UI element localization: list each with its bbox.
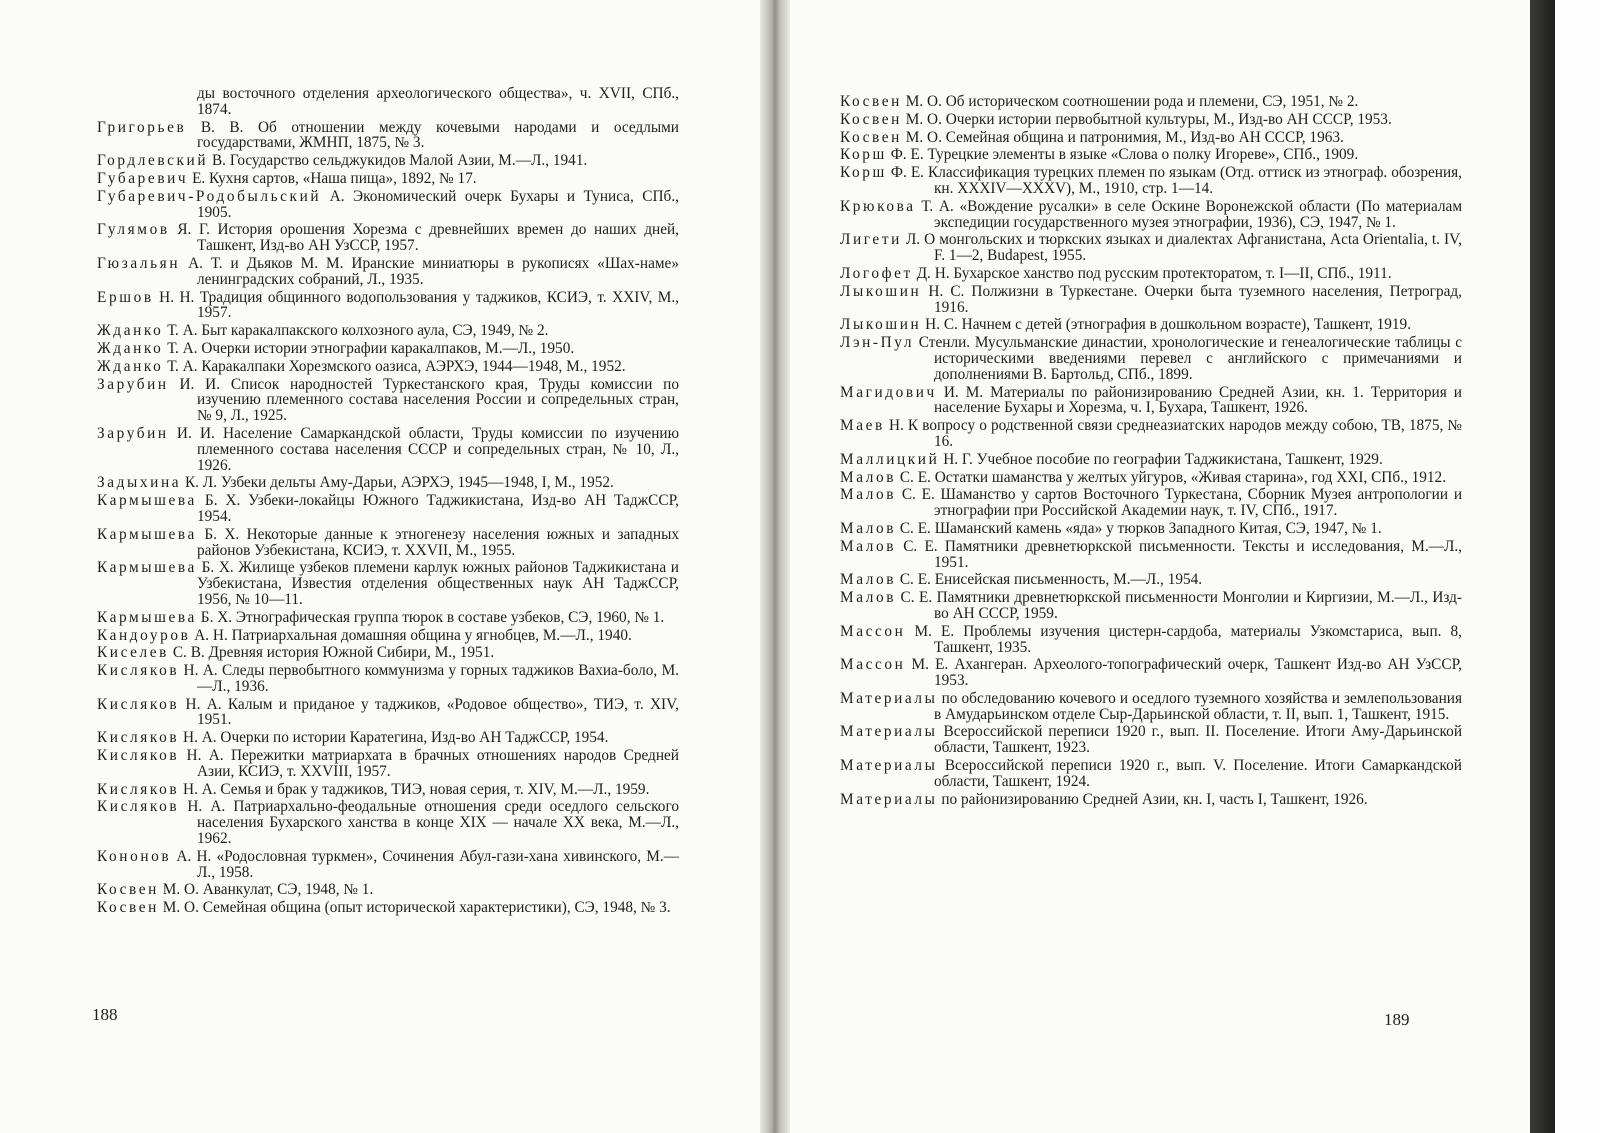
bibliography-entry bbox=[840, 792, 1462, 808]
entry-text: Н. С. Начнем с детей (этнография в дошкольном возрасте), Ташкент, 1919. bbox=[925, 316, 1412, 334]
bibliography-entry bbox=[97, 610, 679, 626]
entry-author: Гулямов bbox=[97, 221, 170, 239]
bibliography-entry bbox=[97, 900, 679, 916]
bibliography-entry bbox=[840, 317, 1462, 333]
entry-author: Лыкошин bbox=[840, 316, 922, 334]
entry-author: Лэн-Пул bbox=[840, 334, 915, 352]
entry-text: Л. О монгольских и тюркских языках и диалектах Афганистана, Acta Orientalia, t. IV, F. 1—2, Budapest, 1955. bbox=[905, 231, 1462, 265]
entry-author: Малов bbox=[840, 537, 897, 555]
entry-text: Н. С. Полжизни в Туркестане. Очерки быта туземного населения, Петроград, 1916. bbox=[928, 282, 1463, 316]
bibliography-entry bbox=[840, 284, 1462, 316]
entry-text: К. Л. Узбеки дельты Аму-Дарьи, АЭРХЭ, 1945—1948, I, М., 1952. bbox=[184, 474, 614, 492]
entry-text: Б. Х. Этнографическая группа тюрок в составе узбеков, СЭ, 1960, № 1. bbox=[200, 608, 665, 626]
entry-author: Жданко bbox=[97, 322, 164, 340]
entry-author: Зарубин bbox=[97, 424, 169, 442]
entry-text: по районизированию Средней Азии, кн. I, часть I, Ташкент, 1926. bbox=[941, 790, 1368, 808]
entry-text: С. Е. Шаманство у сартов Восточного Туркестана, Сборник Музея антропологии и этнографии при Российской Академии наук, т. IV, СПб., 1917. bbox=[901, 486, 1463, 520]
entry-text: Н. А. Следы первобытного коммунизма у горных таджиков Вахиа-боло, М.—Л., 1936. bbox=[183, 662, 680, 695]
entry-text: А. Экономический очерк Бухары и Туниса, СПб., 1905. bbox=[197, 187, 679, 221]
entry-author: Кононов bbox=[97, 847, 172, 865]
entry-author: Косвен bbox=[840, 93, 902, 110]
bibliography-entry bbox=[840, 199, 1462, 231]
entry-author: Кандоуров bbox=[97, 626, 191, 644]
entry-author: Жданко bbox=[97, 339, 164, 357]
entry-author: Массон bbox=[840, 656, 906, 674]
entry-author: Лигети bbox=[840, 231, 902, 249]
entry-text: Н. Н. Традиция общинного водопользования у таджиков, КСИЭ, т. XXIV, М., 1957. bbox=[159, 288, 680, 322]
entry-author: Малов bbox=[840, 571, 897, 589]
bibliography-entry bbox=[840, 130, 1462, 146]
entry-author: Ершов bbox=[97, 288, 154, 306]
bibliography-entry bbox=[97, 663, 679, 695]
entry-text: Всероссийской переписи 1920 г., вып. V. Поселение. Итоги Самаркандской области, Ташкент, 1924. bbox=[934, 757, 1462, 790]
entry-text: С. Е. Енисейская письменность, М.—Л., 1954. bbox=[899, 571, 1203, 589]
entry-text: Н. А. Патриархально-феодальные отношения среди оседлого сельского населения Бухарского ханства в конце XIX — начале XX века, М.—Л., 1962. bbox=[187, 798, 679, 848]
right-page bbox=[790, 0, 1530, 1133]
entry-author: Кармышева bbox=[97, 492, 197, 510]
entry-text: Б. Х. Некоторые данные к этногенезу населения южных и западных районов Узбекистана, КСИЭ, т. XXVII, М., 1955. bbox=[197, 525, 679, 559]
entry-text: С. Е. Памятники древнетюркской письменности. Тексты и исследования, М.—Л., 1951. bbox=[903, 537, 1462, 571]
entry-author: Корш bbox=[840, 146, 887, 164]
entry-author: Малов bbox=[840, 468, 897, 486]
bibliography-entry bbox=[97, 171, 679, 187]
entry-author: Материалы bbox=[840, 723, 938, 741]
bibliography-entry bbox=[97, 290, 679, 322]
entry-author: Кисляков bbox=[97, 729, 180, 747]
bibliography-entry bbox=[840, 452, 1462, 468]
bibliography-entry bbox=[97, 377, 679, 424]
entry-text: Д. Н. Бухарское ханство под русским протекторатом, т. I—II, СПб., 1911. bbox=[916, 264, 1392, 282]
bibliography-entry bbox=[97, 323, 679, 339]
bibliography-entry bbox=[97, 256, 679, 288]
entry-text: В. В. Об отношении между кочевыми народами и оседлыми государствами, ЖМНП, 1875, № 3. bbox=[197, 118, 679, 152]
bibliography-entry bbox=[840, 758, 1462, 790]
entry-text: И. И. Список народностей Туркестанского края, Труды комиссии по изучению племенного состава населения России и сопредельных стран, № 9, Л., 1925. bbox=[179, 375, 680, 425]
bibliography-entry bbox=[97, 426, 679, 473]
bibliography-list bbox=[97, 86, 679, 918]
entry-author: Кисляков bbox=[97, 798, 180, 816]
entry-author: Лыкошин bbox=[840, 282, 922, 300]
bibliography-entry bbox=[97, 86, 679, 118]
bibliography-entry bbox=[840, 94, 1462, 110]
entry-author: Маллицкий bbox=[840, 450, 940, 468]
bibliography-entry bbox=[97, 748, 679, 780]
bibliography-list bbox=[840, 94, 1462, 809]
left-page bbox=[0, 0, 760, 1133]
entry-author: Кармышева bbox=[97, 608, 197, 626]
bibliography-entry bbox=[97, 560, 679, 607]
entry-author: Материалы bbox=[840, 790, 938, 808]
entry-author: Григорьев bbox=[97, 118, 187, 136]
bibliography-entry bbox=[840, 590, 1462, 622]
entry-text: И. М. Материалы по районизированию Средней Азии, кн. 1. Территория и население Бухары и Хорезма, ч. I, Бухара, Ташкент, 1926. bbox=[934, 383, 1462, 417]
entry-author: Кисляков bbox=[97, 662, 180, 680]
entry-author: Кисляков bbox=[97, 780, 180, 798]
bibliography-entry bbox=[840, 521, 1462, 537]
entry-text: Н. А. Пережитки матриархата в брачных отношениях народов Средней Азии, КСИЭ, т. XXVIII, 1957. bbox=[186, 747, 679, 780]
scan-margin bbox=[1555, 0, 1600, 1133]
entry-text: Т. А. Каракалпаки Хорезмского оазиса, АЭРХЭ, 1944—1948, М., 1952. bbox=[167, 357, 626, 375]
bibliography-entry bbox=[97, 730, 679, 746]
entry-author: Гордлевский bbox=[97, 152, 209, 170]
entry-text: Т. А. Очерки истории этнографии каракалпаков, М.—Л., 1950. bbox=[167, 339, 575, 357]
bibliography-entry bbox=[840, 232, 1462, 264]
bibliography-entry bbox=[97, 341, 679, 357]
entry-text: С. Е. Шаманский камень «яда» у тюрков Западного Китая, СЭ, 1947, № 1. bbox=[899, 519, 1382, 537]
bibliography-entry bbox=[840, 147, 1462, 163]
entry-text: А. Н. Патриархальная домашняя община у ягнобцев, М.—Л., 1940. bbox=[194, 626, 632, 644]
page-number: 189 bbox=[1384, 1010, 1410, 1029]
bibliography-entry bbox=[840, 572, 1462, 588]
bibliography-entry bbox=[97, 697, 679, 729]
entry-author: Косвен bbox=[97, 881, 159, 899]
page-number: 188 bbox=[92, 1005, 118, 1024]
entry-text: Стенли. Мусульманские династии, хронологические и генеалогические таблицы с историческими введениями перевел с английского с примечаниями и дополнениями В. Бартольд, СПб., 1899. bbox=[918, 334, 1462, 383]
entry-author: Косвен bbox=[97, 899, 159, 917]
entry-author: Зарубин bbox=[97, 375, 169, 393]
entry-author: Косвен bbox=[840, 110, 902, 128]
bibliography-entry bbox=[97, 153, 679, 169]
bibliography-entry bbox=[840, 657, 1462, 689]
entry-author: Малов bbox=[840, 519, 897, 537]
entry-text: Б. Х. Жилище узбеков племени карлук южных районов Таджикистана и Узбекистана, Известия отделения общественных наук АН ТаджССР, 1956, № 10—11. bbox=[197, 559, 679, 608]
bibliography-entry bbox=[97, 645, 679, 661]
entry-text: И. И. Население Самаркандской области, Труды комиссии по изучению племенного состава населения СССР и сопредельных стран, № 10, Л., 1926. bbox=[176, 424, 680, 474]
bibliography-entry bbox=[840, 470, 1462, 486]
entry-text: М. О. Очерки истории первобытной культуры, М., Изд-во АН СССР, 1953. bbox=[905, 110, 1392, 128]
entry-text: Т. А. Быт каракалпакского колхозного аула, СЭ, 1949, № 2. bbox=[167, 322, 549, 340]
entry-author: Логофет bbox=[840, 264, 913, 282]
entry-author: Гюзальян bbox=[97, 254, 181, 272]
bibliography-entry bbox=[840, 487, 1462, 519]
entry-author: Губаревич bbox=[97, 169, 189, 187]
bibliography-entry bbox=[97, 882, 679, 898]
entry-text: Ф. Е. Турецкие элементы в языке «Слова о полку Игореве», СПб., 1909. bbox=[890, 146, 1359, 164]
entry-text: Н. К вопросу о родственной связи среднеазиатских народов между собою, ТВ, 1875, № 16. bbox=[888, 417, 1462, 450]
entry-author: Задыхина bbox=[97, 474, 182, 492]
bibliography-entry bbox=[840, 165, 1462, 197]
bibliography-entry bbox=[840, 335, 1462, 382]
entry-author: Материалы bbox=[840, 757, 938, 775]
entry-text: М. О. Семейная община и патронимия, М., Изд-во АН СССР, 1963. bbox=[905, 128, 1344, 146]
entry-author: Материалы bbox=[840, 689, 938, 707]
bibliography-entry bbox=[97, 849, 679, 881]
entry-text: М. Е. Ахангеран. Археолого-топографический очерк, Ташкент Изд-во АН УзССР, 1953. bbox=[911, 656, 1462, 690]
entry-text: Всероссийской переписи 1920 г., вып. II. Поселение. Итоги Аму-Дарьинской области, Ташкент, 1923. bbox=[934, 723, 1463, 757]
bibliography-entry bbox=[840, 624, 1462, 656]
entry-text: В. Государство сельджукидов Малой Азии, М.—Л., 1941. bbox=[211, 152, 588, 170]
entry-author: Кисляков bbox=[97, 747, 180, 765]
entry-text: А. Н. «Родословная туркмен», Сочинения Абул-гази-хана хивинского, М.—Л., 1958. bbox=[176, 847, 680, 881]
entry-text: М. О. Аванкулат, СЭ, 1948, № 1. bbox=[162, 881, 374, 899]
entry-author: Киселев bbox=[97, 644, 170, 662]
bibliography-entry bbox=[840, 539, 1462, 571]
entry-text: М. Е. Проблемы изучения цистерн-сардоба, материалы Узкомстариса, вып. 8, Ташкент, 1935. bbox=[914, 622, 1463, 656]
bibliography-entry bbox=[840, 691, 1462, 723]
bibliography-entry bbox=[97, 189, 679, 221]
entry-text: А. Т. и Дьяков М. М. Иранские миниатюры в рукописях «Шах-наме» ленинградских собраний, Л., 1935. bbox=[188, 254, 679, 288]
entry-author: Маев bbox=[840, 417, 885, 435]
entry-text: С. В. Древняя история Южной Сибири, М., 1951. bbox=[172, 644, 495, 662]
entry-text: С. Е. Памятники древнетюркской письменности Монголии и Киргизии, М.—Л., Изд-во АН СССР, 1959. bbox=[900, 589, 1463, 622]
entry-text: Е. Кухня сартов, «Наша пища», 1892, № 17. bbox=[192, 169, 477, 187]
entry-author: Магидович bbox=[840, 383, 937, 401]
bibliography-entry bbox=[97, 222, 679, 254]
bibliography-entry bbox=[840, 724, 1462, 756]
bibliography-entry bbox=[97, 493, 679, 525]
entry-author: Крюкова bbox=[840, 197, 916, 215]
bibliography-entry bbox=[97, 527, 679, 559]
bibliography-entry bbox=[840, 418, 1462, 450]
entry-text: Т. А. «Вождение русалки» в селе Оскине Воронежской области (По материалам экспедиции государственного музея этнографии, 1936), СЭ, 1947, № 1. bbox=[921, 197, 1462, 231]
bibliography-entry bbox=[97, 359, 679, 375]
entry-text: Н. А. Калым и приданое у таджиков, «Родовое общество», ТИЭ, т. XIV, 1951. bbox=[185, 695, 680, 729]
entry-author: Корш bbox=[840, 164, 887, 182]
entry-text: Н. А. Очерки по истории Каратегина, Изд-во АН ТаджССР, 1954. bbox=[183, 729, 609, 747]
bibliography-entry bbox=[840, 266, 1462, 282]
book-gutter bbox=[760, 0, 790, 1133]
bibliography-entry bbox=[97, 782, 679, 798]
entry-author: Кармышева bbox=[97, 559, 197, 577]
entry-author: Жданко bbox=[97, 357, 164, 375]
entry-text: М. О. Об историческом соотношении рода и племени, СЭ, 1951, № 2. bbox=[905, 93, 1359, 110]
entry-text: Н. А. Семья и брак у таджиков, ТИЭ, новая серия, т. XIV, М.—Л., 1959. bbox=[183, 780, 650, 798]
entry-text: Б. Х. Узбеки-локайцы Южного Таджикистана, Изд-во АН ТаджССР, 1954. bbox=[197, 492, 680, 525]
bibliography-entry bbox=[97, 799, 679, 846]
entry-author: Косвен bbox=[840, 128, 902, 146]
entry-author: Губаревич-Родобыльский bbox=[97, 187, 322, 205]
entry-text: Я. Г. История орошения Хорезма с древнейших времен до наших дней, Ташкент, Изд-во АН УзССР, 1957. bbox=[177, 221, 680, 255]
bibliography-entry bbox=[97, 120, 679, 152]
entry-text: по обследованию кочевого и оседлого туземного хозяйства и землепользования в Амударьинском отделе Сыр-Дарьинской области, т. II, вып. 1, Ташкент, 1915. bbox=[934, 689, 1463, 723]
entry-text: ды восточного отделения археологического общества», ч. XVII, СПб., 1874. bbox=[197, 85, 679, 118]
entry-author: Кисляков bbox=[97, 695, 180, 713]
entry-text: Ф. Е. Классификация турецких племен по языкам (Отд. оттиск из этнограф. обозрения, кн. XXXIV—XXXV), М., 1910, стр. 1—14. bbox=[890, 164, 1462, 197]
entry-author: Малов bbox=[840, 589, 897, 607]
entry-text: С. Е. Остатки шаманства у желтых уйгуров, «Живая старина», год XXI, СПб., 1912. bbox=[899, 468, 1447, 486]
entry-text: Н. Г. Учебное пособие по географии Таджикистана, Ташкент, 1929. bbox=[943, 450, 1383, 468]
bibliography-entry bbox=[97, 628, 679, 644]
bibliography-entry bbox=[840, 385, 1462, 417]
entry-author: Малов bbox=[840, 486, 897, 504]
entry-author: Массон bbox=[840, 622, 906, 640]
bibliography-entry bbox=[840, 112, 1462, 128]
bibliography-entry bbox=[97, 475, 679, 491]
entry-author: Кармышева bbox=[97, 525, 197, 543]
entry-text: М. О. Семейная община (опыт исторической характеристики), СЭ, 1948, № 3. bbox=[162, 899, 671, 917]
